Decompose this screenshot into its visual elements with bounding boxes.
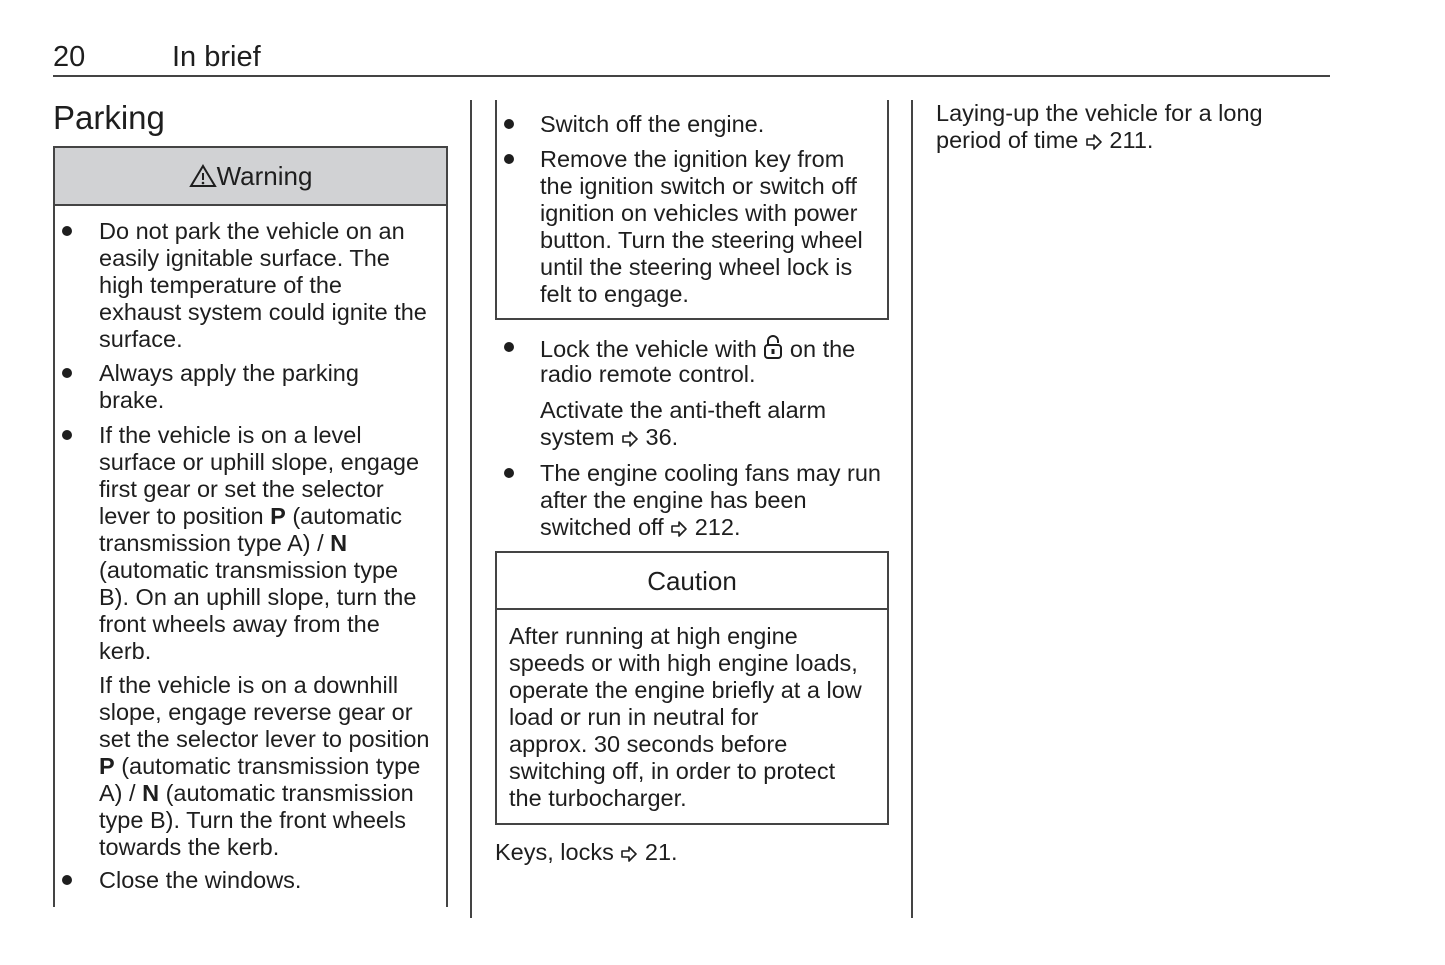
text-line: high temperature of the [99,272,342,298]
text-line: Laying-up the vehicle for a long [936,100,1263,126]
text-line: set the selector lever to position [99,726,430,752]
bullet [504,468,514,478]
text-line: easily ignitable surface. The [99,245,390,271]
text-line: switching off, in order to protect [509,758,836,784]
header-rule [53,75,1330,77]
text-line: the ignition switch or switch off [540,173,857,199]
text-line: A) / N (automatic transmission [99,780,414,806]
text-line: the turbocharger. [509,785,687,811]
column-divider [470,100,472,918]
page-reference-arrow-icon [1085,133,1103,151]
warning-label: Warning [216,160,313,191]
page-reference-arrow-icon [620,845,638,863]
text-line: ignition on vehicles with power [540,200,858,226]
text-line: speeds or with high engine loads, [509,650,858,676]
warning-item [99,867,301,894]
warning-triangle-icon [189,164,217,188]
caution-label: Caution [647,566,737,596]
text-line: towards the kerb. [99,834,280,860]
text-line: slope, engage reverse gear or [99,699,413,725]
text-line: Activate the anti-theft alarm [540,397,827,423]
text-line: Close the windows. [99,867,302,893]
text-line: system 36. [540,424,679,450]
bullet [62,875,72,885]
text-line: B). On an uphill slope, turn the [99,584,417,610]
list-item-continuation [540,397,826,451]
text-line: first gear or set the selector [99,476,384,502]
bold-term: N [330,530,348,556]
warning-item-continuation [99,672,429,861]
warning-item [540,111,764,138]
text-line: Remove the ignition key from [540,146,845,172]
bullet [62,368,72,378]
bold-term: P [99,753,115,779]
laying-up-reference[interactable] [936,100,1263,154]
column-divider [911,100,913,918]
warning-item [540,146,863,308]
page-number: 20 [53,41,86,73]
text-line: Switch off the engine. [540,111,765,137]
text-line: after the engine has been [540,487,807,513]
page-reference-arrow-icon [621,430,639,448]
text-line: felt to engage. [540,281,689,307]
text-line: If the vehicle is on a downhill [99,672,399,698]
text-line: lever to position P (automatic [99,503,403,529]
warning-header [55,148,446,206]
page-reference-arrow-icon [670,520,688,538]
text-line: The engine cooling fans may run [540,460,881,486]
text-line: until the steering wheel lock is [540,254,853,280]
caution-text [509,623,862,812]
bullet [62,226,72,236]
text-line: period of time 211. [936,127,1154,153]
text-line: (automatic transmission type [99,557,399,583]
text-line: surface. [99,326,183,352]
section-title: In brief [172,41,261,73]
text-line: Lock the vehicle with on the [540,336,856,362]
text-line: After running at high engine [509,623,798,649]
list-item [540,460,881,541]
text-line: brake. [99,387,165,413]
text-line: If the vehicle is on a level [99,422,362,448]
keys-locks-reference[interactable] [495,839,678,866]
bold-term: N [142,780,160,806]
text-line: operate the engine briefly at a low [509,677,862,703]
warning-item [99,360,359,414]
warning-item [99,218,427,353]
page-title: Parking [53,99,165,136]
text-line: transmission type A) / N [99,530,348,556]
text-line: surface or uphill slope, engage [99,449,420,475]
bullet [62,430,72,440]
text-line: Always apply the parking [99,360,359,386]
text-line: load or run in neutral for [509,704,759,730]
bold-term: P [270,503,286,529]
text-line: button. Turn the steering wheel [540,227,863,253]
text-line: kerb. [99,638,152,664]
warning-item [99,422,419,665]
text-line: Do not park the vehicle on an [99,218,405,244]
bullet [504,119,514,129]
bullet [504,342,514,352]
text-line: type B). Turn the front wheels [99,807,406,833]
list-item [540,334,855,388]
text-line: approx. 30 seconds before [509,731,788,757]
text-line: front wheels away from the [99,611,380,637]
bullet [504,154,514,164]
text-line: radio remote control. [540,361,756,387]
text-line: P (automatic transmission type [99,753,421,779]
lock-icon [763,334,783,360]
text-line: Keys, locks 21. [495,839,678,865]
text-line: exhaust system could ignite the [99,299,427,325]
text-line: switched off 212. [540,514,741,540]
caution-header-rule [495,608,889,610]
